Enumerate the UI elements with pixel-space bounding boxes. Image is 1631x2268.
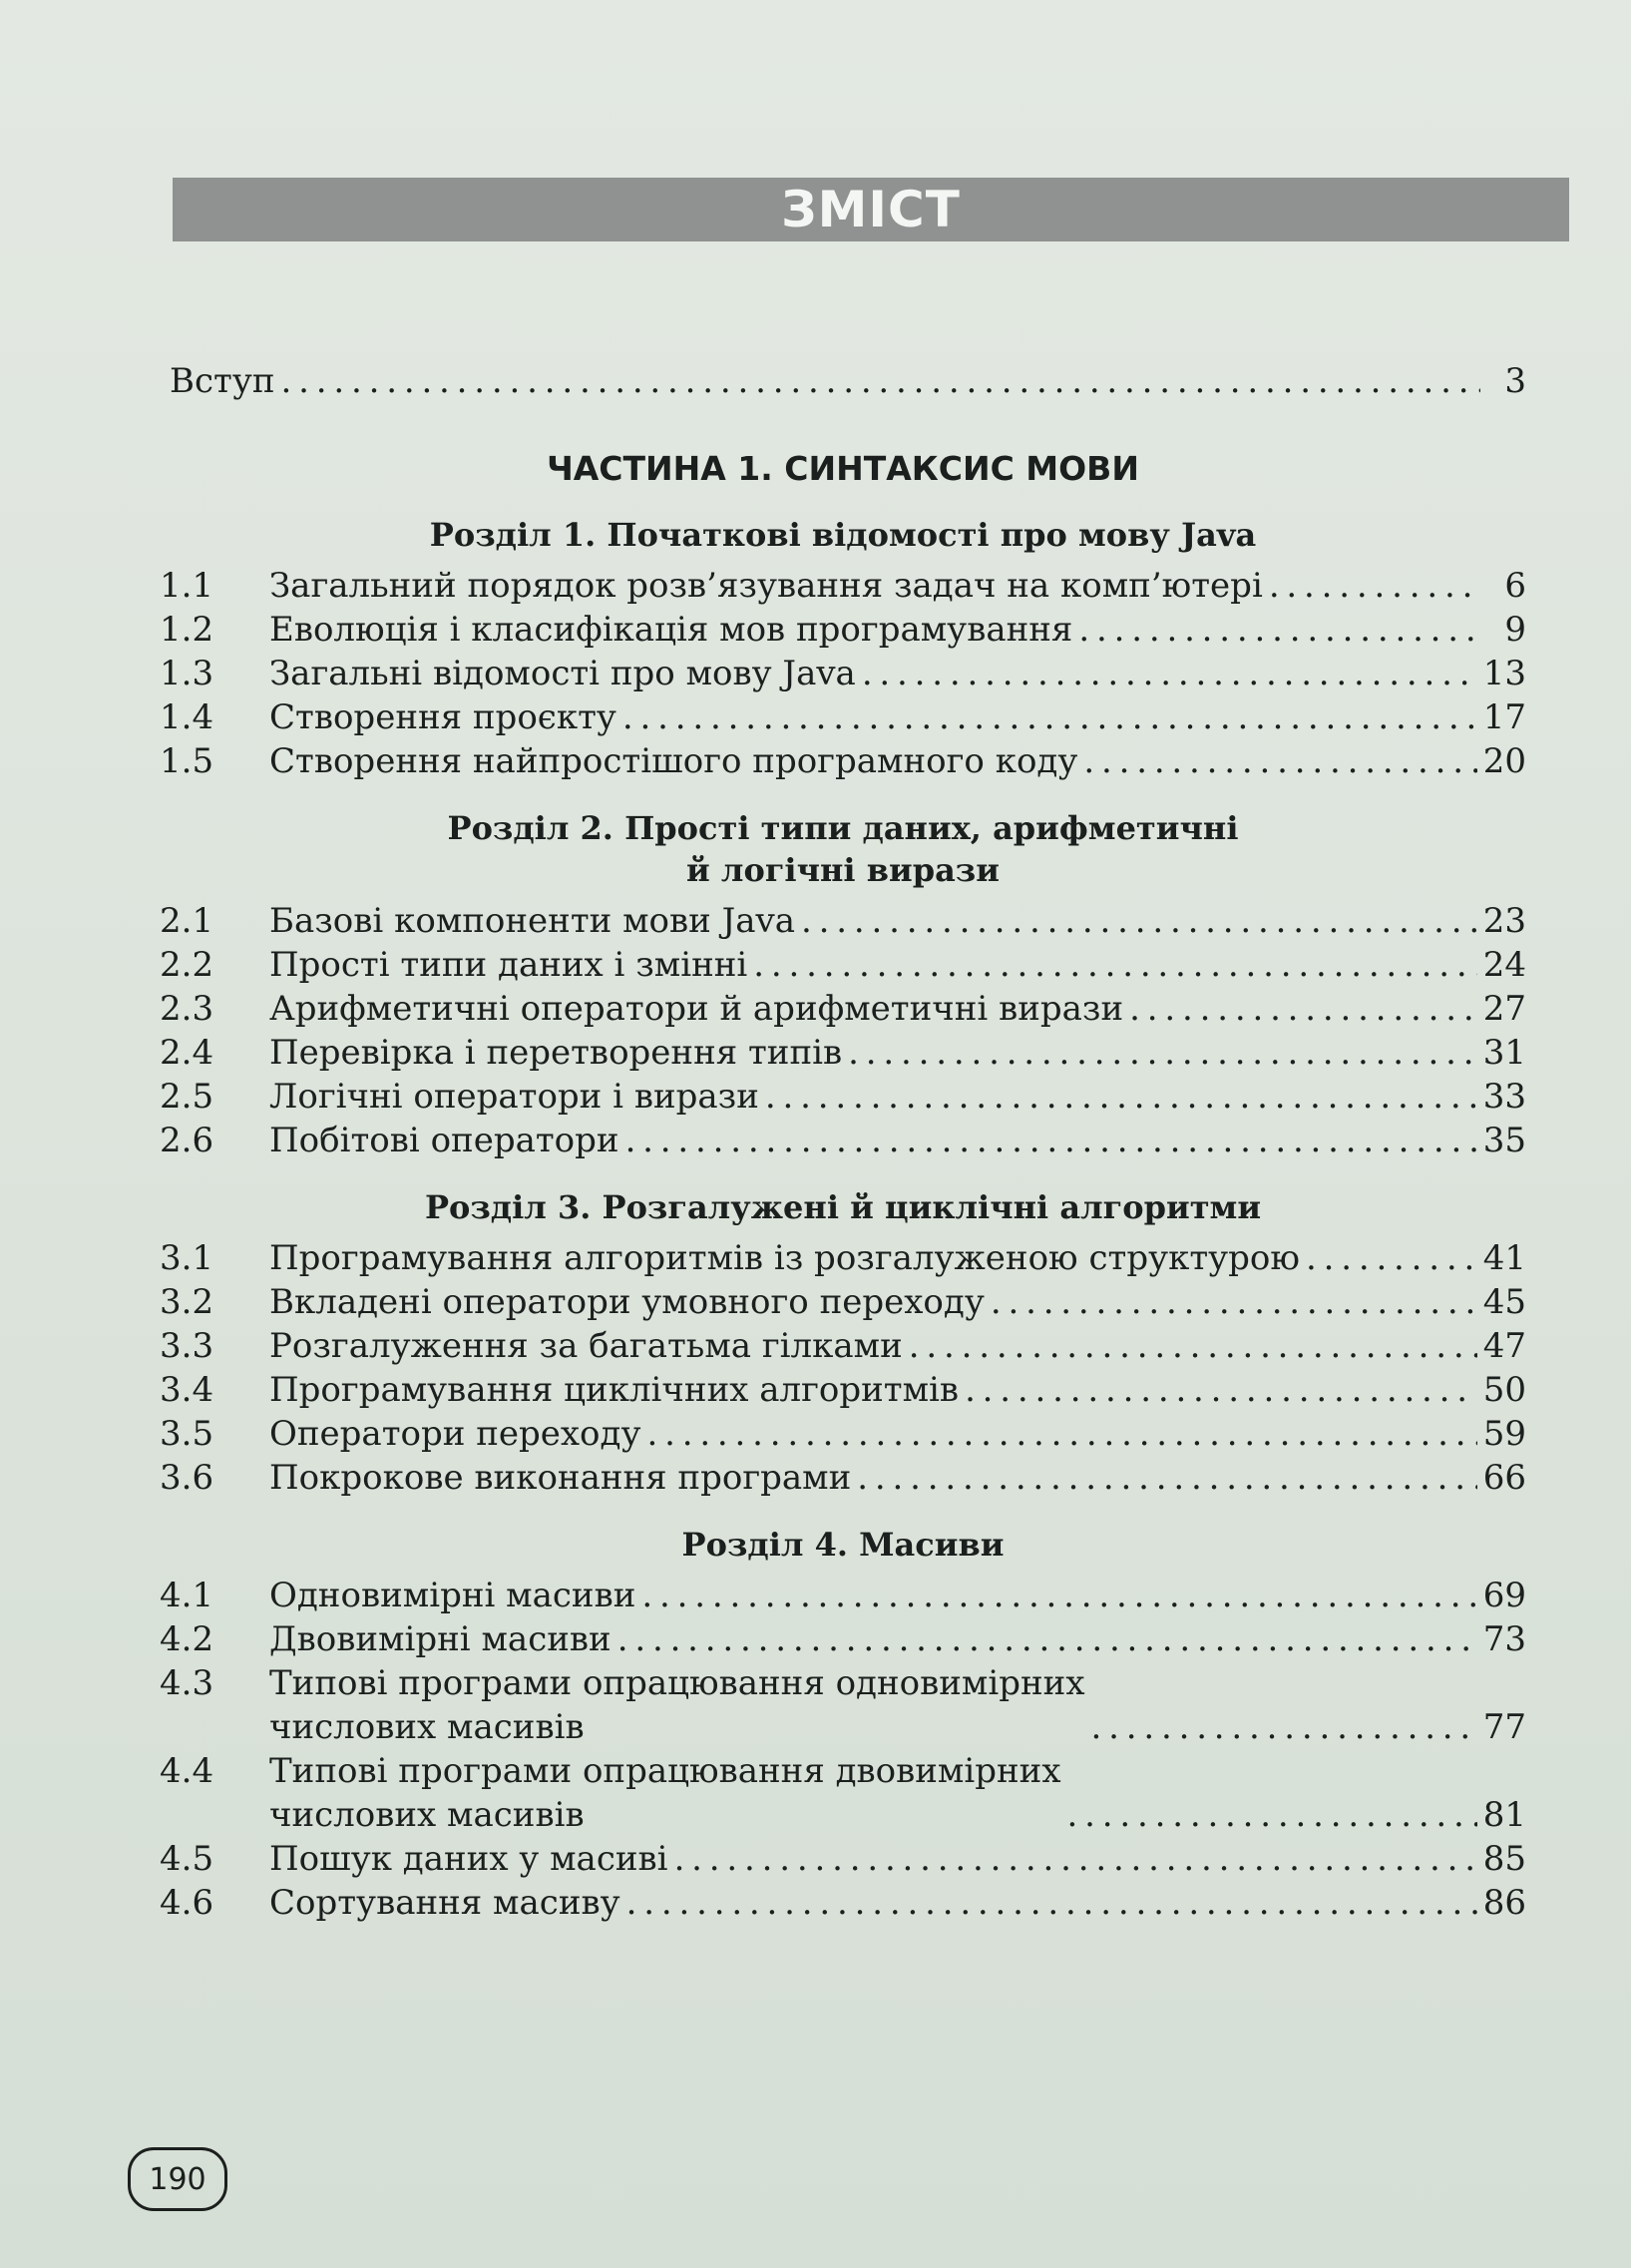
toc-entry-number: 1.1 [160,566,214,606]
toc-entry-number: 3.2 [160,1282,214,1322]
toc-entry-number: 1.3 [160,654,214,693]
toc-entry[interactable] [160,1075,1526,1119]
toc-entry-page: 47 [1482,1326,1526,1366]
toc-entry-title: Одновимірні масиви [269,1576,636,1615]
leader-dots [626,1881,1477,1925]
toc-entry-number: 4.5 [160,1839,214,1879]
toc-entry-number: 2.1 [160,901,214,941]
toc-entry-title: Програмування алгоритмів із розгалуженою структурою [269,1238,1300,1278]
leader-dots [1269,564,1480,608]
toc-entry-title: Двовимірні масиви [269,1619,612,1659]
section-heading-line: Розділ 4. Масиви [681,1526,1005,1564]
leader-dots [765,1075,1477,1119]
leader-dots [1091,1705,1477,1749]
toc-entry-page: 23 [1482,901,1526,941]
leader-dots [1306,1236,1477,1280]
toc-entry-number: 3.1 [160,1238,214,1278]
toc-entry-title: Сортування масиву [269,1883,620,1923]
toc-entry-title: Програмування циклічних алгоритмів [269,1370,960,1410]
leader-dots [801,899,1477,943]
toc-entry-title-line: числових масивів [269,1707,585,1747]
toc-entry-page: 9 [1504,610,1526,650]
section-heading-line: Розділ 1. Початкові відомості про мову Java [429,516,1257,554]
leader-dots [909,1324,1477,1368]
toc-entry-page: 24 [1482,945,1526,985]
toc-entry[interactable] [160,1456,1526,1500]
toc-entry-title [269,1661,1085,1749]
toc-entry-title: Оператори переходу [269,1414,641,1454]
section-heading-line: й логічні вирази [686,851,1000,889]
toc-entry-page: 27 [1482,989,1526,1029]
toc-entry-number: 2.2 [160,945,214,985]
toc-entry-title: Загальний порядок розв’язування задач на комп’ютері [269,566,1263,606]
toc-entry[interactable] [160,1031,1526,1075]
toc-entry-title: Загальні відомості про мову Java [269,654,856,693]
toc-entry-number: 3.3 [160,1326,214,1366]
toc-entry[interactable] [160,1412,1526,1456]
toc-entry[interactable] [160,987,1526,1031]
table-of-contents [160,359,1526,1925]
leader-dots [753,943,1476,987]
toc-entry[interactable] [160,695,1526,739]
toc-entry-page: 59 [1482,1414,1526,1454]
toc-entry-page: 33 [1482,1077,1526,1117]
toc-entry-title: Вступ [170,361,275,401]
toc-entry-title: Створення найпростішого програмного коду [269,741,1078,781]
toc-entry[interactable] [160,1368,1526,1412]
leader-dots [281,359,1480,403]
toc-entry-title: Логічні оператори і вирази [269,1077,759,1117]
section-heading-line: Розділ 3. Розгалужені й циклічні алгоритми [424,1188,1262,1226]
leader-dots [625,1119,1477,1162]
contents-banner [173,178,1569,241]
toc-entry-number: 1.4 [160,697,214,737]
toc-entry-page: 41 [1482,1238,1526,1278]
leader-dots [862,652,1477,695]
toc-entry-number: 4.2 [160,1619,214,1659]
leader-dots [1067,1793,1477,1837]
toc-entry-page: 3 [1504,361,1526,401]
toc-entry-page: 17 [1482,697,1526,737]
toc-entry-title: Пошук даних у масиві [269,1839,668,1879]
toc-entry-title: Створення проєкту [269,697,616,737]
toc-entry-title: Арифметичні оператори й арифметичні вирази [269,989,1124,1029]
toc-entry-number: 4.4 [160,1751,214,1791]
toc-entry-number: 4.3 [160,1663,214,1703]
toc-entry-number: 3.5 [160,1414,214,1454]
toc-entry-title: Базові компоненти мови Java [269,901,796,941]
section-heading-line: Розділ 2. Прості типи даних, арифметичні [447,809,1239,847]
toc-entry[interactable] [160,1749,1526,1837]
leader-dots [1078,608,1480,652]
toc-entry-page: 6 [1504,566,1526,606]
section-heading [160,1524,1526,1566]
toc-entry-page: 81 [1482,1795,1526,1835]
toc-entry[interactable] [160,1574,1526,1617]
toc-entry-page: 45 [1482,1282,1526,1322]
toc-entry-number: 2.6 [160,1121,214,1160]
toc-entry[interactable] [160,1236,1526,1280]
leader-dots [848,1031,1477,1075]
leader-dots [674,1837,1477,1881]
toc-entry[interactable] [160,608,1526,652]
leader-dots [641,1574,1476,1617]
toc-entry-page: 35 [1482,1121,1526,1160]
toc-entry-number: 3.4 [160,1370,214,1410]
leader-dots [857,1456,1476,1500]
toc-entry-title: Покрокове виконання програми [269,1458,852,1498]
toc-entry-title-line: Типові програми опрацювання двовимірних [269,1751,1061,1791]
toc-entry-page: 66 [1482,1458,1526,1498]
toc-entry-title-line: Типові програми опрацювання одновимірних [269,1663,1085,1703]
toc-entry[interactable] [160,943,1526,987]
toc-entry[interactable] [160,652,1526,695]
page-number: 190 [149,2161,206,2197]
toc-entry[interactable] [160,1661,1526,1749]
toc-entry-number: 1.5 [160,741,214,781]
toc-entry-number: 4.1 [160,1576,214,1615]
toc-entry-number: 1.2 [160,610,214,650]
toc-entry-number: 3.6 [160,1458,214,1498]
section-heading [160,514,1526,556]
toc-entry-page: 13 [1482,654,1526,693]
toc-entry-title: Прості типи даних і змінні [269,945,748,985]
toc-entry[interactable] [160,564,1526,608]
toc-entry[interactable] [160,1881,1526,1925]
toc-entry[interactable] [160,1324,1526,1368]
toc-entry[interactable] [160,1617,1526,1661]
toc-entry-page: 50 [1482,1370,1526,1410]
sections-container [160,514,1526,1925]
toc-entry[interactable] [160,1837,1526,1881]
leader-dots [1083,739,1476,783]
toc-entry[interactable] [160,1280,1526,1324]
page-number-badge [128,2147,227,2211]
toc-entry[interactable] [160,739,1526,783]
toc-entry-number: 4.6 [160,1883,214,1923]
toc-entry-number: 2.5 [160,1077,214,1117]
toc-entry-page: 86 [1482,1883,1526,1923]
toc-entry[interactable] [160,1119,1526,1162]
toc-entry-title [269,1749,1061,1837]
toc-entry-title: Вкладені оператори умовного переходу [269,1282,985,1322]
toc-entry-title-line: числових масивів [269,1795,585,1835]
toc-entry-intro[interactable] [170,359,1526,403]
contents-title: ЗМІСТ [781,181,961,238]
toc-entry-title: Перевірка і перетворення типів [269,1033,843,1073]
leader-dots [646,1412,1476,1456]
toc-entry-number: 2.4 [160,1033,214,1073]
toc-entry-page: 69 [1482,1576,1526,1615]
toc-entry-page: 20 [1482,741,1526,781]
leader-dots [965,1368,1477,1412]
toc-entry-page: 85 [1482,1839,1526,1879]
toc-entry[interactable] [160,899,1526,943]
toc-entry-page: 77 [1482,1707,1526,1747]
toc-entry-title: Побітові оператори [269,1121,619,1160]
leader-dots [622,695,1477,739]
toc-entry-page: 31 [1482,1033,1526,1073]
leader-dots [1129,987,1477,1031]
part-heading: ЧАСТИНА 1. СИНТАКСИС МОВИ [547,449,1139,488]
toc-entry-title: Еволюція і класифікація мов програмування [269,610,1073,650]
toc-entry-number: 2.3 [160,989,214,1029]
leader-dots [617,1617,1477,1661]
section-heading [160,807,1526,891]
toc-entry-title: Розгалуження за багатьма гілками [269,1326,903,1366]
toc-entry-page: 73 [1482,1619,1526,1659]
section-heading [160,1186,1526,1228]
leader-dots [991,1280,1477,1324]
